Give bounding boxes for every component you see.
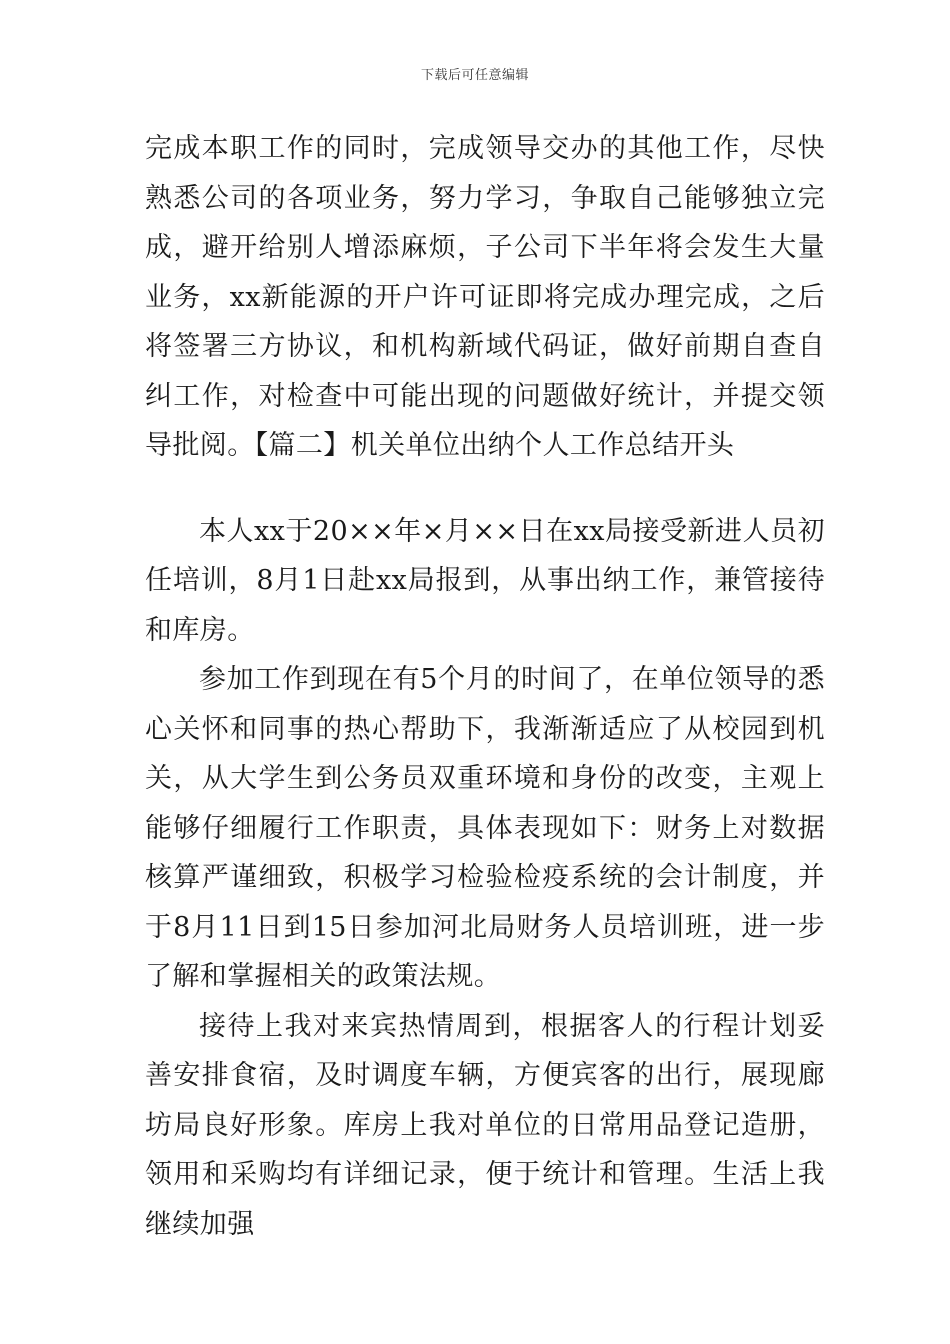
document-body bbox=[145, 124, 825, 1249]
page-header-note: 下载后可任意编辑 bbox=[420, 68, 529, 83]
paragraph-continuation: 完成本职工作的同时，完成领导交办的其他工作，尽快熟悉公司的各项业务，努力学习，争取自己能够独立完成，避开给别人增添麻烦，子公司下半年将会发生大量业务，xx新能源的开户许可证即将完成办理完成，之后将签署三方协议，和机构新域代码证，做好前期自查自纠工作，对检查中可能出现的问题做好统计，并提交领导批阅。【篇二】机关单位出纳个人工作总结开头 bbox=[145, 133, 825, 461]
paragraph-reception-storage: 接待上我对来宾热情周到，根据客人的行程计划妥善安排食宿，及时调度车辆，方便宾客的出行，展现廊坊局良好形象。库房上我对单位的日常用品登记造册，领用和采购均有详细记录，便于统计和管理。生活上我继续加强 bbox=[145, 1010, 825, 1240]
paragraph-intro: 本人xx于20××年×月××日在xx局接受新进人员初任培训，8月1日赴xx局报到，从事出纳工作，兼管接待和库房。 bbox=[145, 515, 825, 646]
paragraph-work-duties: 参加工作到现在有5个月的时间了，在单位领导的悉心关怀和同事的热心帮助下，我渐渐适应了从校园到机关，从大学生到公务员双重环境和身份的改变，主观上能够仔细履行工作职责，具体表现如下：财务上对数据核算严谨细致，积极学习检验检疫系统的会计制度，并于8月11日到15日参加河北局财务人员培训班，进一步了解和掌握相关的政策法规。 bbox=[145, 664, 825, 992]
